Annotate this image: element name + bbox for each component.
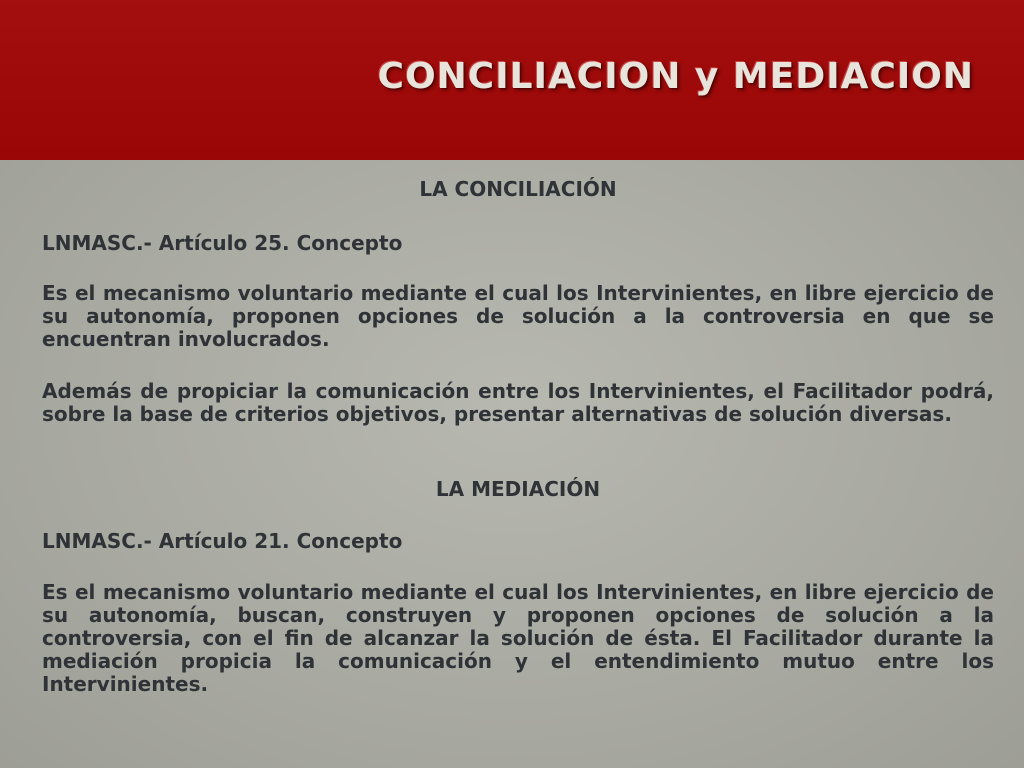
- conciliacion-paragraph-1: Es el mecanismo voluntario mediante el cual los Intervinientes, en libre ejercicio de su autonomía, proponen opciones de solución a la controversia en que se encuentran involucrados.: [42, 281, 994, 351]
- mediacion-article: LNMASC.- Artículo 21. Concepto: [42, 529, 403, 553]
- mediacion-heading: LA MEDIACIÓN: [435, 477, 601, 501]
- conciliacion-article: LNMASC.- Artículo 25. Concepto: [42, 231, 403, 255]
- mediacion-paragraph-1: Es el mecanismo voluntario mediante el cual los Intervinientes, en libre ejercicio de su autonomía, buscan, construyen y proponen opciones de solución a la controversia, con el fin de alcanzar la solución de ésta. El Facilitador durante la mediación propicia la comunicación y el entendimiento mutuo entre los Intervinientes.: [42, 580, 994, 696]
- conciliacion-heading: LA CONCILIACIÓN: [419, 177, 617, 201]
- slide-title: CONCILIACION y MEDIACION: [377, 56, 974, 97]
- title-banner: [0, 0, 1024, 160]
- conciliacion-paragraph-2: Además de propiciar la comunicación entre los Intervinientes, el Facilitador podrá, sobre la base de criterios objetivos, presentar alternativas de solución diversas.: [42, 379, 994, 426]
